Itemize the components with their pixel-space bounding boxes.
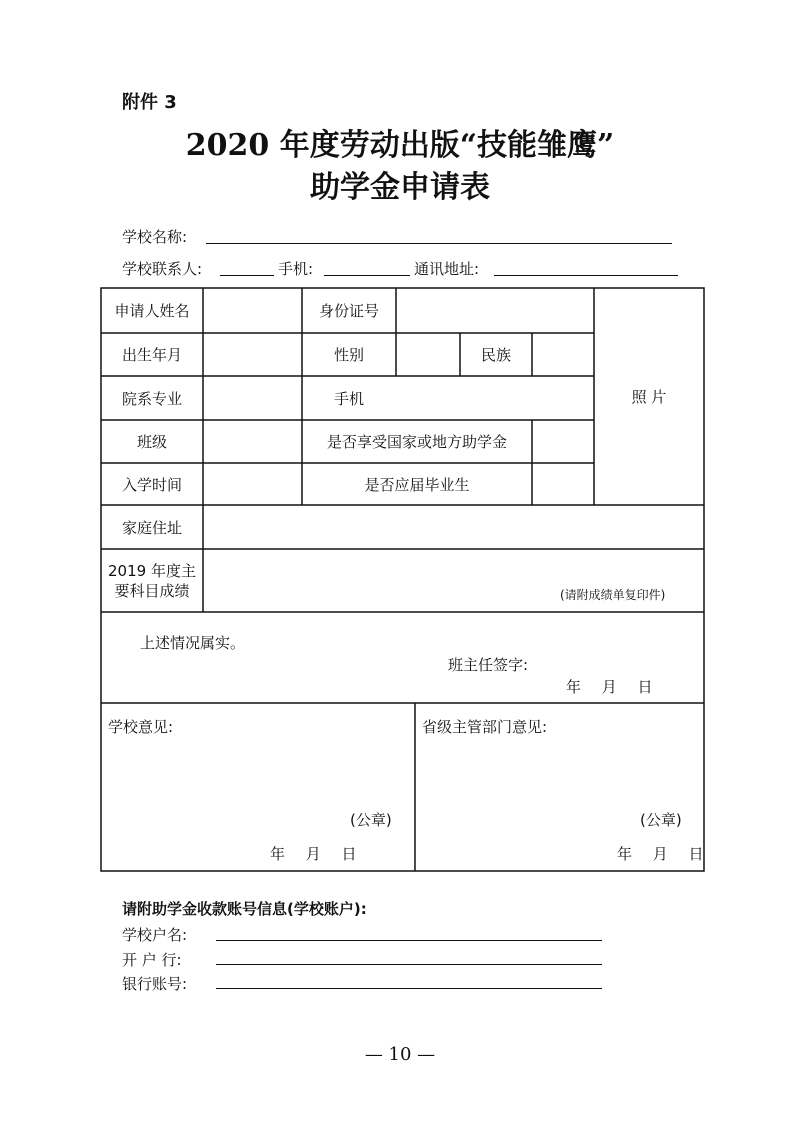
contact-label: 学校联系人: (122, 260, 203, 278)
bank-heading: 请附助学金收款账号信息(学校账户): (122, 900, 367, 918)
mobile-field[interactable] (396, 376, 594, 420)
province-seal: (公章) (640, 811, 682, 829)
account-name-label: 学校户名: (122, 926, 188, 944)
ethnicity-field[interactable] (532, 333, 594, 376)
school-opinion-date: 年 月 日 (270, 845, 357, 863)
aid-question-label: 是否享受国家或地方助学金 (326, 433, 507, 451)
home-address-label: 家庭住址 (121, 518, 182, 537)
province-opinion-label: 省级主管部门意见: (422, 718, 548, 736)
class-field[interactable] (203, 420, 302, 463)
address-field[interactable] (494, 275, 678, 276)
gender-field[interactable] (396, 333, 460, 376)
bank-name-field[interactable] (216, 964, 602, 965)
department-field[interactable] (203, 376, 302, 420)
contact-field[interactable] (220, 275, 274, 276)
applicant-name-field[interactable] (203, 288, 302, 333)
photo-box: 照 片 (631, 388, 667, 406)
scores-label-line2: 要科目成绩 (114, 581, 190, 600)
applicant-name-label: 申请人姓名 (114, 302, 190, 320)
school-seal: (公章) (350, 811, 392, 829)
aid-question-field[interactable] (532, 420, 594, 463)
gender-label: 性别 (333, 346, 364, 364)
truth-statement: 上述情况属实。 (140, 634, 246, 652)
school-name-field[interactable] (206, 243, 672, 244)
graduate-question-field[interactable] (532, 463, 594, 505)
phone-label: 手机: (278, 260, 314, 278)
teacher-sign-date: 年 月 日 (566, 678, 653, 696)
enroll-time-field[interactable] (203, 463, 302, 505)
bank-name-label: 开 户 行: (122, 951, 182, 969)
account-name-field[interactable] (216, 940, 602, 941)
mobile-label: 手机 (333, 389, 364, 408)
phone-field[interactable] (324, 275, 410, 276)
scores-note: (请附成绩单复印件) (560, 588, 666, 602)
account-number-label: 银行账号: (122, 975, 188, 993)
attachment-label: 附件 3 (122, 92, 177, 113)
id-number-label: 身份证号 (318, 302, 379, 320)
class-label: 班级 (136, 433, 167, 451)
scores-label (101, 549, 203, 612)
province-opinion-date: 年 月 日 (617, 845, 704, 863)
page-number: — 10 — (364, 1044, 436, 1065)
page-subtitle: 助学金申请表 (310, 170, 490, 205)
id-number-field[interactable] (396, 288, 594, 333)
school-opinion-label: 学校意见: (108, 718, 174, 736)
home-address-field[interactable] (203, 505, 704, 549)
page-title: 2020 年度劳动出版“技能雏鹰” (185, 128, 615, 163)
account-number-field[interactable] (216, 988, 602, 989)
teacher-sign-label: 班主任签字: (448, 656, 529, 674)
graduate-question-label: 是否应届毕业生 (364, 475, 470, 494)
birth-label: 出生年月 (121, 346, 182, 364)
department-label: 院系专业 (121, 389, 182, 408)
school-name-label: 学校名称: (122, 228, 188, 246)
enroll-time-label: 入学时间 (121, 475, 182, 494)
address-label: 通讯地址: (414, 260, 480, 278)
scores-label-line1: 2019 年度主 (108, 561, 196, 580)
ethnicity-label: 民族 (480, 346, 511, 364)
birth-field[interactable] (203, 333, 302, 376)
